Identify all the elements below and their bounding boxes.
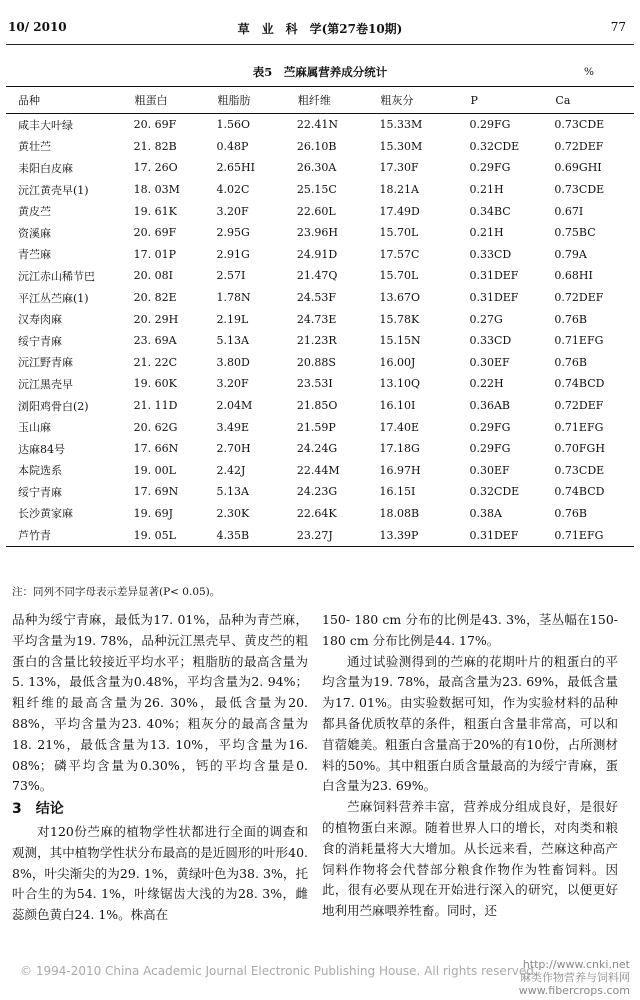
table-cell: 20. 62G (133, 420, 178, 434)
table-row (6, 503, 634, 525)
table-cell: 21.59P (296, 420, 336, 434)
table-cell: 0.72DEF (554, 291, 604, 305)
table-cell: 0.73CDE (554, 183, 605, 197)
right-column (322, 610, 618, 922)
table-cell: 18. 03M (133, 183, 180, 197)
table-cell: 浏阳鸡骨白(2) (18, 399, 89, 413)
table-row (6, 157, 634, 179)
table-cell: 3.20F (216, 204, 249, 218)
table-cell: 20. 69F (133, 226, 177, 240)
table-row (6, 330, 634, 352)
table-cell: 5.13A (216, 334, 249, 348)
table-cell: 2.04M (216, 399, 253, 413)
section-heading-conclusion: 3 结论 (12, 801, 64, 818)
table-cell: 26.30A (296, 161, 337, 175)
table-cell: 0.69GHI (554, 161, 602, 175)
header-crude-fat: 粗脂肪 (217, 87, 297, 114)
table-cell: 15.78K (379, 312, 420, 326)
left-paragraph-2: 对120份苎麻的植物学性状都进行全面的调查和观测，其中植物学性状分布最高的是近圆形的叶形40. 8%，叶尖渐尖的为29. 1%，黄绿叶色为38. 3%，托叶合生的为54. 1%，叶缘锯齿大浅的为28. 3%，雌蕊颜色黄白24. 1%。株高在 (12, 823, 308, 923)
table-cell: 2.95G (216, 226, 250, 240)
table-cell: 0.75BC (554, 226, 596, 240)
table-cell: 平江丛苎麻(1) (18, 291, 89, 305)
page-number: 77 (610, 20, 626, 34)
table-cell: 22.60L (296, 204, 336, 218)
table-cell: 0.29FG (469, 161, 511, 175)
right-paragraph-1: 150- 180 cm 分布的比例是43. 3%，茎丛幅在150- 180 cm 分布比例是44. 17%。 (322, 612, 618, 648)
watermark-urls (519, 958, 630, 997)
table-cell: 0.74BCD (554, 485, 605, 499)
table-cell: 13.39P (380, 524, 470, 546)
table-row (6, 265, 634, 287)
table-cell: 2.70H (216, 442, 251, 456)
table-cell: 0.30EF (469, 463, 510, 477)
table-row (6, 481, 634, 503)
table-row (6, 460, 634, 482)
table-cell: 16.10I (379, 399, 416, 413)
header-variety: 品种 (6, 87, 134, 114)
table-cell: 沅江赤山稀节巴 (18, 269, 95, 283)
watermark-url-fibercrops: www.fibercrops.com (518, 984, 630, 997)
table-cell: 0.21H (469, 183, 504, 197)
table-row (6, 287, 634, 309)
table-cell: 18.08B (379, 506, 420, 520)
table-cell: 0.33CD (469, 247, 512, 261)
table-cell: 24.91D (296, 247, 338, 261)
header-crude-ash: 粗灰分 (380, 87, 470, 114)
issue-label: 10/ 2010 (8, 20, 67, 34)
table-cell: 0.76B (554, 506, 587, 520)
journal-title: 草 业 科 学(第27卷10期) (237, 22, 403, 36)
table-cell: 3.49E (216, 420, 250, 434)
left-paragraph-1: 品种为绥宁青麻，最低为17. 01%，品种为青苎麻，平均含量为19. 78%，品种沅江黑壳早、黄皮苎的粗蛋白的含量比较接近平均水平；粗脂肪的最高含量为5. 13%，最低含量为0.48%，平均含量为2. 94%；粗纤维的最高含量为26. 30%，最低含量为20. 88%，平均含量为23. 40%；粗灰分的最高含量为18. 21%，最低含量为13. 10%，平均含量为16. 08%；磷平均含量为0.30%，钙的平均含量是0. 73%。 (12, 612, 308, 794)
table-cell: 20. 82E (133, 291, 177, 305)
table-cell: 0.71EFG (554, 334, 604, 348)
table-cell: 20. 69F (133, 118, 177, 132)
table-cell: 4.02C (216, 183, 250, 197)
table-cell: 3.20F (216, 377, 249, 391)
table-cell: 17.18G (379, 442, 420, 456)
table-cell: 耒阳白皮麻 (18, 161, 73, 175)
right-paragraph-3: 苎麻饲料营养丰富，营养成分组成良好，是很好的植物蛋白来源。随着世界人口的增长，对肉类和粮食的消耗量将大大增加。从长远来看，苎麻这种高产饲料作物将会代替部分粮食作物作为牲畜饲料。因此，很有必要从现在开始进行深入的研究，以便更好地利用苎麻喂养牲畜。同时，还 (322, 799, 618, 919)
table-cell: 21.85O (296, 399, 338, 413)
table-cell: 0.73CDE (554, 463, 605, 477)
table-cell: 绥宁青麻 (18, 485, 62, 499)
header-p: P (469, 87, 554, 114)
left-column (12, 610, 308, 926)
table-cell: 0.34BC (469, 204, 511, 218)
table-cell: 26.10B (296, 139, 337, 153)
table-cell: 21. 82B (133, 139, 177, 153)
table-cell: 0.76B (554, 355, 587, 369)
table-cell: 0.32CDE (469, 485, 520, 499)
table-cell: 0.21H (469, 226, 504, 240)
header-ca: Ca (554, 87, 634, 114)
table-cell: 0.31DEF (469, 524, 554, 546)
table-cell: 0.30EF (469, 355, 510, 369)
right-paragraph-2: 通过试验测得到的苎麻的花期叶片的粗蛋白的平均含量为19. 78%，最高含量为23. 69%，最低含量为17. 01%。由实验数据可知，作为实验材料的品种都具备优质牧草的条件，粗蛋白含量非常高，可以和苜蓿媲美。粗蛋白含量高于20%的有10份，占所测材料的50%。其中粗蛋白质含量最高的为绥宁青麻，蛋白含量为23. 69%。 (322, 653, 618, 794)
table-cell: 0.36AB (469, 399, 510, 413)
table-cell: 22.64K (296, 506, 337, 520)
table-cell: 23.53I (296, 377, 333, 391)
table-cell: 23.27J (297, 524, 380, 546)
table-cell: 沅江黑壳早 (18, 377, 73, 391)
table-row (6, 179, 634, 201)
table-cell: 15.30M (379, 139, 423, 153)
table-cell: 20. 29H (133, 312, 179, 326)
table-cell: 21.47Q (296, 269, 338, 283)
table-row (6, 308, 634, 330)
table-cell: 2.57I (216, 269, 246, 283)
table-cell: 2.19L (216, 312, 249, 326)
table-cell: 绥宁青麻 (18, 334, 62, 348)
table-cell: 黄皮苎 (18, 205, 51, 219)
table-cell: 13.10Q (379, 377, 421, 391)
header-crude-fiber: 粗纤维 (297, 87, 380, 114)
table-cell: 25.15C (296, 183, 337, 197)
table-cell: 21. 22C (133, 355, 178, 369)
table-row (6, 524, 634, 546)
header-crude-protein: 粗蛋白 (134, 87, 217, 114)
table-cell: 0.74BCD (554, 377, 605, 391)
table-cell: 资溪麻 (18, 226, 51, 240)
table-cell: 0.72DEF (554, 399, 604, 413)
table-cell: 0.29FG (469, 442, 511, 456)
table-cell: 17.30F (379, 161, 419, 175)
table-cell: 0.29FG (469, 420, 511, 434)
table-cell: 22.41N (296, 118, 339, 132)
table-cell: 17.40E (379, 420, 420, 434)
table-cell: 17. 01P (133, 247, 177, 261)
table-cell: 2.30K (216, 506, 250, 520)
table-cell: 24.23G (296, 485, 338, 499)
table-cell: 22.44M (296, 463, 340, 477)
table-cell: 0.71EFG (554, 420, 604, 434)
table-cell: 18.21A (379, 183, 419, 197)
table-cell: 5.13A (216, 485, 249, 499)
table-cell: 15.70L (379, 269, 419, 283)
table-title: 表5 苎麻属营养成分统计 (252, 65, 388, 79)
table-cell: 0.76B (554, 312, 587, 326)
table-cell: 16.15I (379, 485, 416, 499)
page-header (0, 20, 640, 40)
table-row (6, 438, 634, 460)
table-cell: 咸丰大叶绿 (18, 118, 73, 132)
table-cell: 21.23R (296, 334, 337, 348)
table-row (6, 416, 634, 438)
table-cell: 15.70L (379, 226, 419, 240)
table-cell: 16.00J (379, 355, 416, 369)
table-row (6, 244, 634, 266)
table-row (6, 352, 634, 374)
table-header-row (6, 87, 634, 114)
table-cell: 15.33M (379, 118, 423, 132)
table-cell: 20. 08I (133, 269, 174, 283)
table-cell: 16.97H (379, 463, 421, 477)
table-cell: 达麻84号 (18, 442, 65, 456)
table-cell: 0.72DEF (554, 139, 604, 153)
table-cell: 0.79A (554, 247, 587, 261)
table-cell: 2.91G (216, 247, 250, 261)
table-cell: 3.80D (216, 355, 250, 369)
table-cell: 20.88S (296, 355, 336, 369)
copyright-footer: © 1994-2010 China Academic Journal Electronic Publishing House. All rights reserved. (20, 964, 538, 978)
table-cell: 17.49D (379, 204, 420, 218)
table-cell: 2.65HI (216, 161, 255, 175)
table-note: 注：同列不同字母表示差异显著(P< 0.05)。 (12, 586, 221, 598)
table-cell: 19. 69J (133, 506, 174, 520)
table-cell: 0.27G (469, 312, 503, 326)
table-cell: 0.31DEF (469, 269, 519, 283)
table-cell: 13.67O (379, 291, 421, 305)
table-row (6, 222, 634, 244)
table-row (6, 200, 634, 222)
table-cell: 玉山麻 (18, 421, 51, 435)
table-cell: 0.70FGH (554, 442, 605, 456)
table-cell: 0.73CDE (554, 118, 605, 132)
nutrition-table (6, 86, 634, 547)
table-cell: 1.56O (216, 118, 251, 132)
table-cell: 0.38A (469, 506, 502, 520)
table-cell: 17.57C (379, 247, 420, 261)
table-cell: 沅江野青麻 (18, 356, 73, 370)
table-cell: 17. 66N (133, 442, 179, 456)
table-cell: 0.67I (554, 204, 584, 218)
table-cell: 0.22H (469, 377, 504, 391)
table-body (6, 114, 634, 547)
table-cell: 24.24G (296, 442, 338, 456)
table-cell: 15.15N (379, 334, 421, 348)
table-row (6, 114, 634, 136)
table-cell: 19. 00L (133, 463, 176, 477)
table-cell: 19. 05L (134, 524, 217, 546)
table-cell: 沅江黄壳早(1) (18, 183, 89, 197)
table-row (6, 395, 634, 417)
table-cell: 17. 26O (133, 161, 178, 175)
table-cell: 汉寿肉麻 (18, 313, 62, 327)
table-cell: 24.53F (296, 291, 337, 305)
table-cell: 1.78N (216, 291, 251, 305)
table-cell: 0.48P (216, 139, 249, 153)
table-cell: 19. 61K (133, 204, 177, 218)
table-cell: 本院选系 (18, 464, 62, 478)
table-cell: 长沙黄家麻 (18, 507, 73, 521)
watermark-site-name: 麻类作物营养与饲料网 (520, 971, 630, 984)
table-cell: 黄壮苎 (18, 140, 51, 154)
table-cell: 17. 69N (133, 485, 179, 499)
table-cell: 4.35B (217, 524, 297, 546)
table-cell: 21. 11D (133, 399, 178, 413)
table-unit: % (584, 66, 594, 78)
table-cell: 0.29FG (469, 118, 511, 132)
table-cell: 芦竹青 (6, 524, 134, 546)
table-cell: 0.71EFG (554, 524, 634, 546)
table-row (6, 136, 634, 158)
table-cell: 0.33CD (469, 334, 512, 348)
table-cell: 0.32CDE (469, 139, 520, 153)
watermark-url-cnki: http://www.cnki.net (522, 958, 630, 971)
table-cell: 19. 60K (133, 377, 177, 391)
header-rule (6, 44, 634, 45)
table-cell: 0.31DEF (469, 291, 519, 305)
table-cell: 24.73E (296, 312, 337, 326)
table-cell: 23. 69A (133, 334, 177, 348)
table-cell: 青苎麻 (18, 248, 51, 262)
table-cell: 23.96H (296, 226, 339, 240)
table-cell: 0.68HI (554, 269, 593, 283)
table-row (6, 373, 634, 395)
table-cell: 2.42J (216, 463, 246, 477)
